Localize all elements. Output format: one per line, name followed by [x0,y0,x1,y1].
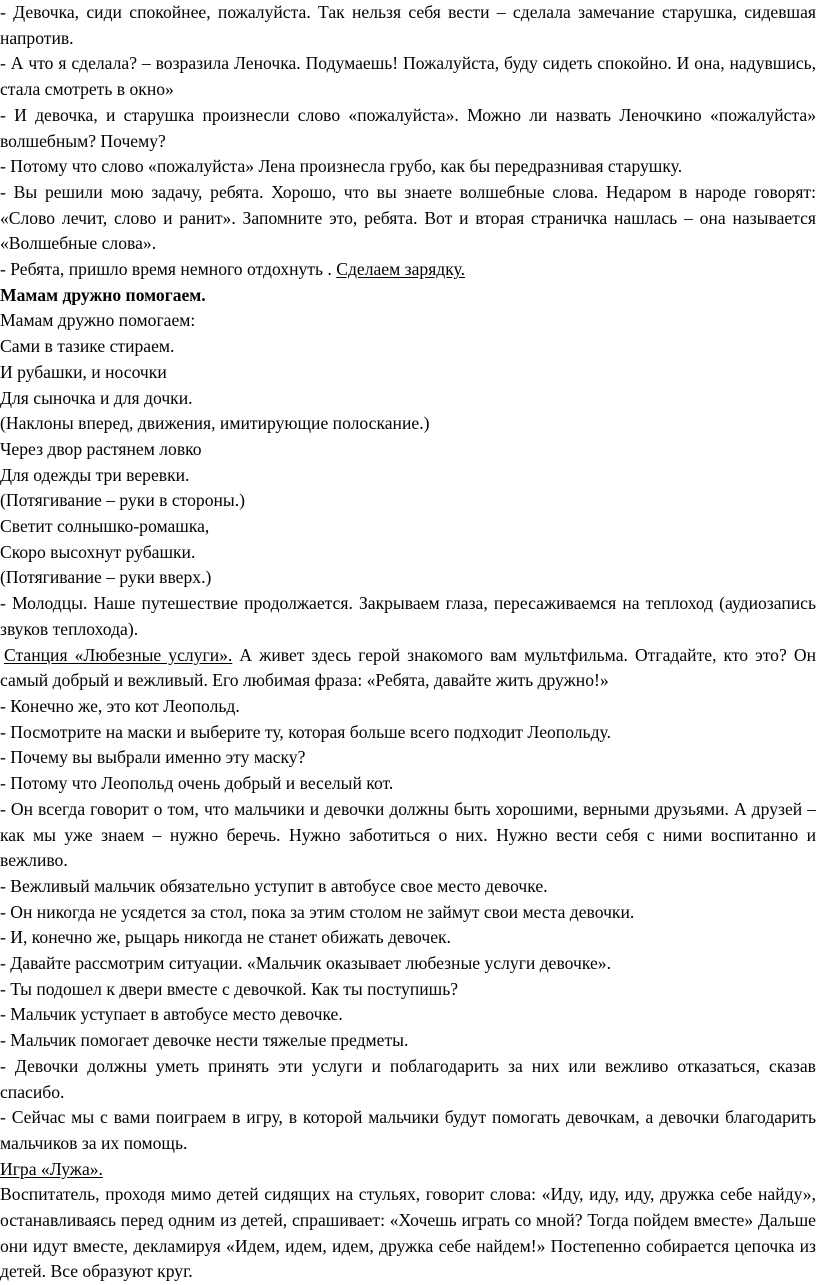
station-text: А живет здесь герой знакомого вам мультфильма. Отгадайте, кто это? Он самый добрый и вежливый. Его любимая фраза: «Ребята, давайте жить дружно!» [0,644,816,691]
dialogue-line: - Почему вы выбрали именно эту маску? [0,747,306,768]
rest-text: - Ребята, пришло время немного отдохнуть . [0,259,337,280]
poem-line: Сами в тазике стираем. [0,336,175,357]
paragraph-friends: - Он всегда говорит о том, что мальчики и девочки должны быть хорошими, верными друзьями. А друзей – как мы уже знаем – нужно беречь. Нужно заботиться о них. Нужно вести себя с ними воспитанно и вежливо. [0,798,816,871]
paragraph-question: - И девочка, и старушка произнесли слово «пожалуйста». Можно ли назвать Леночкино «пожалуйста» волшебным? Почему? [0,104,816,151]
dialogue-line: - Потому что Леопольд очень добрый и веселый кот. [0,773,394,794]
dialogue-line: - Конечно же, это кот Леопольд. [0,695,240,716]
game-title: Игра «Лужа». [0,1158,103,1179]
poem-instruction: (Наклоны вперед, движения, имитирующие полоскание.) [0,413,430,434]
paragraph-rest [0,257,816,283]
poem-line: Через двор растянем ловко [0,438,202,459]
paragraph-game-description: Воспитатель, проходя мимо детей сидящих на стульях, говорит слова: «Иду, иду, иду, дружка себе найду», останавливаясь перед одним из детей, спрашивает: «Хочешь играть со мной? Тогда пойдем вместе» Дальше они идут вместе, декламируя «Идем, идем, идем, дружка себе найдем!» Постепенно собирается цепочка из детей. Все образуют круг. [0,1184,816,1282]
exercise-link: Сделаем зарядку. [336,259,465,280]
poem-line: Скоро высохнут рубашки. [0,541,196,562]
paragraph-girls: - Девочки должны уметь принять эти услуги и поблагодарить за них или вежливо отказаться, сказав спасибо. [0,1055,816,1102]
poem-instruction: (Потягивание – руки вверх.) [0,567,212,588]
dialogue-line: - Вежливый мальчик обязательно уступит в автобусе свое место девочке. [0,875,548,896]
paragraph-old-woman-remark: - Девочка, сиди спокойнее, пожалуйста. Так нельзя себя вести – сделала замечание старушка, сидевшая напротив. [0,2,816,48]
dialogue-line: - Мальчик уступает в автобусе место девочке. [0,1004,343,1025]
poem-line: Для одежды три веревки. [0,464,190,485]
dialogue-line: - Посмотрите на маски и выберите ту, которая больше всего подходит Леопольду. [0,721,611,742]
poem-line: Светит солнышко-ромашка, [0,516,210,537]
paragraph-journey: - Молодцы. Наше путешествие продолжается. Закрываем глаза, пересаживаемся на теплоход (аудиозапись звуков теплохода). [0,593,816,639]
paragraph-lenochka-reply: - А что я сделала? – возразила Леночка. Подумаешь! Пожалуйста, буду сидеть спокойно. И она, надувшись, стала смотреть в окно» [0,53,816,100]
dialogue-line: - Он никогда не усядется за стол, пока за этим столом не займут свои места девочки. [0,901,635,922]
dialogue-line: - И, конечно же, рыцарь никогда не станет обижать девочек. [0,927,451,948]
poem-line: И рубашки, и носочки [0,361,167,382]
exercise-heading: Мамам дружно помогаем. [0,284,206,305]
poem-line: Для сыночка и для дочки. [0,387,193,408]
station-title: Станция «Любезные услуги». [4,644,233,665]
dialogue-line: - Мальчик помогает девочке нести тяжелые предметы. [0,1030,409,1051]
paragraph-answer: - Потому что слово «пожалуйста» Лена произнесла грубо, как бы передразнивая старушку. [0,156,683,177]
paragraph-game-intro: - Сейчас мы с вами поиграем в игру, в которой мальчики будут помогать девочкам, а девочки благодарить мальчиков за их помощь. [0,1107,816,1153]
paragraph-station [0,643,816,694]
poem-line: Мамам дружно помогаем: [0,310,196,331]
dialogue-line: - Давайте рассмотрим ситуации. «Мальчик оказывает любезные услуги девочке». [0,953,611,974]
dialogue-line: - Ты подошел к двери вместе с девочкой. Как ты поступишь? [0,978,459,999]
poem-instruction: (Потягивание – руки в стороны.) [0,490,246,511]
paragraph-magic-words: - Вы решили мою задачу, ребята. Хорошо, что вы знаете волшебные слова. Недаром в народе говорят: «Слово лечит, слово и ранит». Запомните это, ребята. Вот и вторая страничка нашлась – она называется «Волшебные слова». [0,181,816,254]
